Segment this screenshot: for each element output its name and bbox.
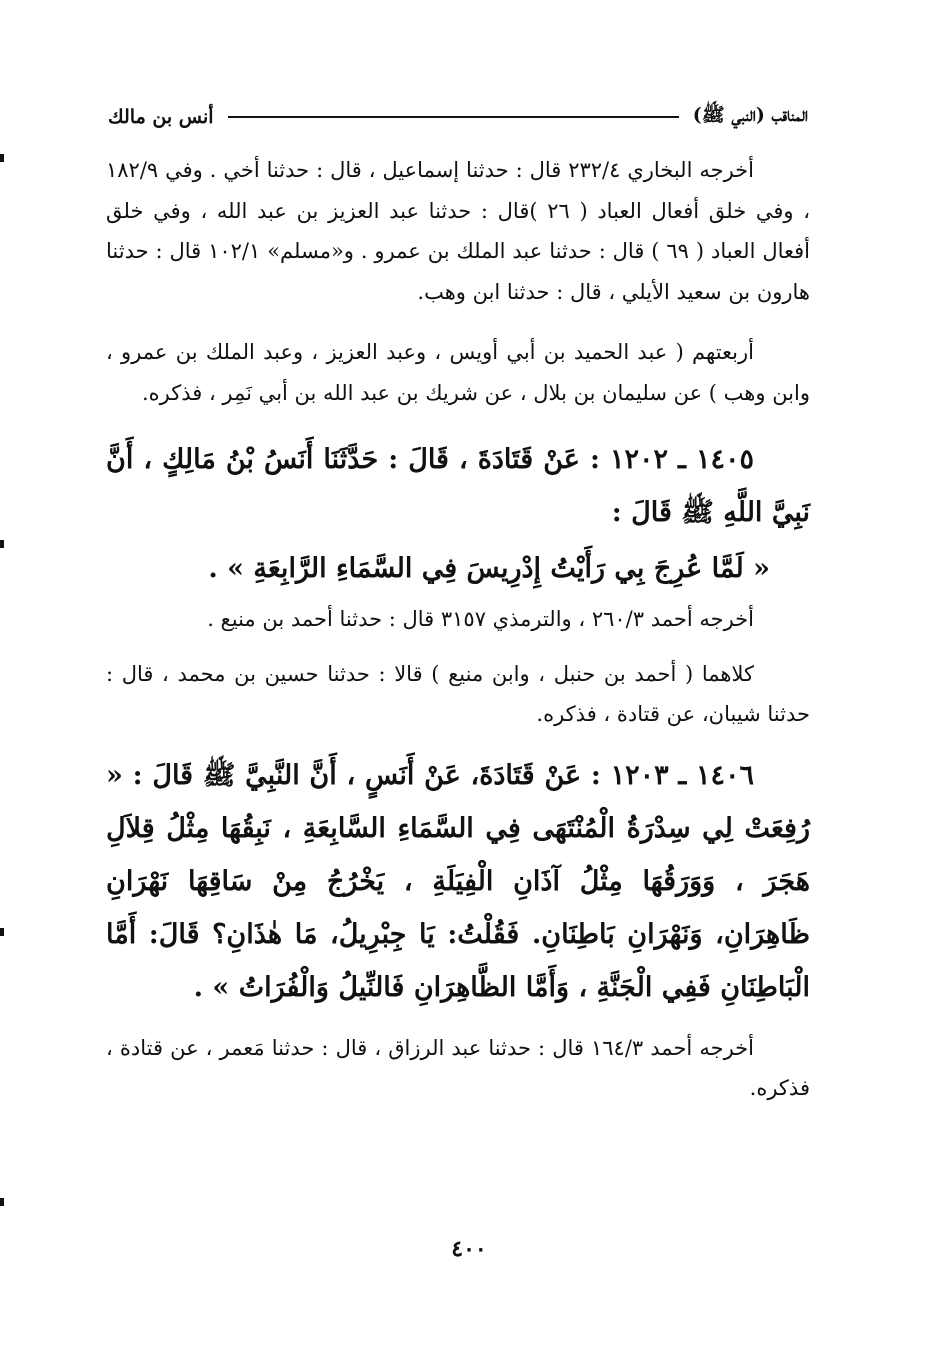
header-chapter-title: أنس بن مالك [108,106,214,128]
takhrij-note-2: أربعتهم ( عبد الحميد بن أبي أويس ، وعبد العزيز ، وعبد الملك بن عمرو ، وابن وهب ) عن سليمان بن بلال ، عن شريك بن عبد الله بن أبي نَمِر ، فذكره. [106,340,810,405]
page-number: ٤٠٠ [451,1236,487,1262]
scan-edge-mark [0,154,4,162]
hadith-1406: ١٤٠٦ ـ ١٢٠٣ : عَنْ قَتَادَةَ، عَنْ أَنَسٍ ، أَنَّ النَّبِيَّ ﷺ قَالَ : « رُفِعَتْ لِي سِدْرَةُ الْمُنْتَهَى فِي السَّمَاءِ السَّابِعَةِ ، نَبِقُهَا مِثْلُ قِلاَلِ هَجَرَ ، وَوَرَقُهَا مِثْلُ آذَانِ الْفِيَلَةِ ، يَخْرُجُ مِنْ سَاقِهَا نَهْرَانِ ظَاهِرَانِ، وَنَهْرَانِ بَاطِنَانِ. فَقُلْتُ: يَا جِبْرِيلُ، مَا هٰذَانِ؟ قَالَ: أَمَّا الْبَاطِنَانِ فَفِي الْجَنَّةِ ، وَأَمَّا الظَّاهِرَانِ فَالنِّيلُ وَالْفُرَاتُ » . [106,759,810,1003]
takhrij-note-5: أخرجه أحمد ١٦٤/٣ قال : حدثنا عبد الرزاق ، قال : حدثنا مَعمر ، عن قتادة ، فذكره. [106,1035,810,1100]
scan-edge-mark [0,1198,4,1206]
header-section-title: المناقب (النبي ﷺ) [692,104,808,126]
hadith-1405-quote: « لَمَّا عُرِجَ بِي رَأَيْتُ إِدْرِيسَ فِي السَّمَاءِ الرَّابِعَةِ » . [208,553,770,584]
page-body [106,150,810,1109]
takhrij-note-3: أخرجه أحمد ٢٦٠/٣ ، والترمذي ٣١٥٧ قال : حدثنا أحمد بن منيع . [207,607,754,631]
header-rule [228,116,679,118]
scan-edge-mark [0,928,4,936]
scan-edge-mark [0,540,4,548]
takhrij-note-4: كلاهما ( أحمد بن حنبل ، وابن منيع ) قالا : حدثنا حسين بن محمد ، قال : حدثنا شيبان، عن قتادة ، فذكره. [106,661,810,726]
hadith-1405: ١٤٠٥ ـ ١٢٠٢ : عَنْ قَتَادَةَ ، قَالَ : حَدَّثَنَا أَنَسُ بْنُ مَالِكٍ ، أَنَّ نَبِيَّ اللَّهِ ﷺ قَالَ : [106,444,810,528]
takhrij-note-1: أخرجه البخاري ٢٣٢/٤ قال : حدثنا إسماعيل ، قال : حدثنا أخي . وفي ١٨٢/٩ ، وفي خلق أفعال العباد ( ٢٦ )قال : حدثنا عبد العزيز بن عبد الله ، وفي خلق أفعال العباد ( ٦٩ ) قال : حدثنا عبد الملك بن عمرو . و«مسلم» ١٠٢/١ قال : حدثنا هارون بن سعيد الأيلي ، قال : حدثنا ابن وهب. [106,158,811,304]
running-header [108,100,808,134]
